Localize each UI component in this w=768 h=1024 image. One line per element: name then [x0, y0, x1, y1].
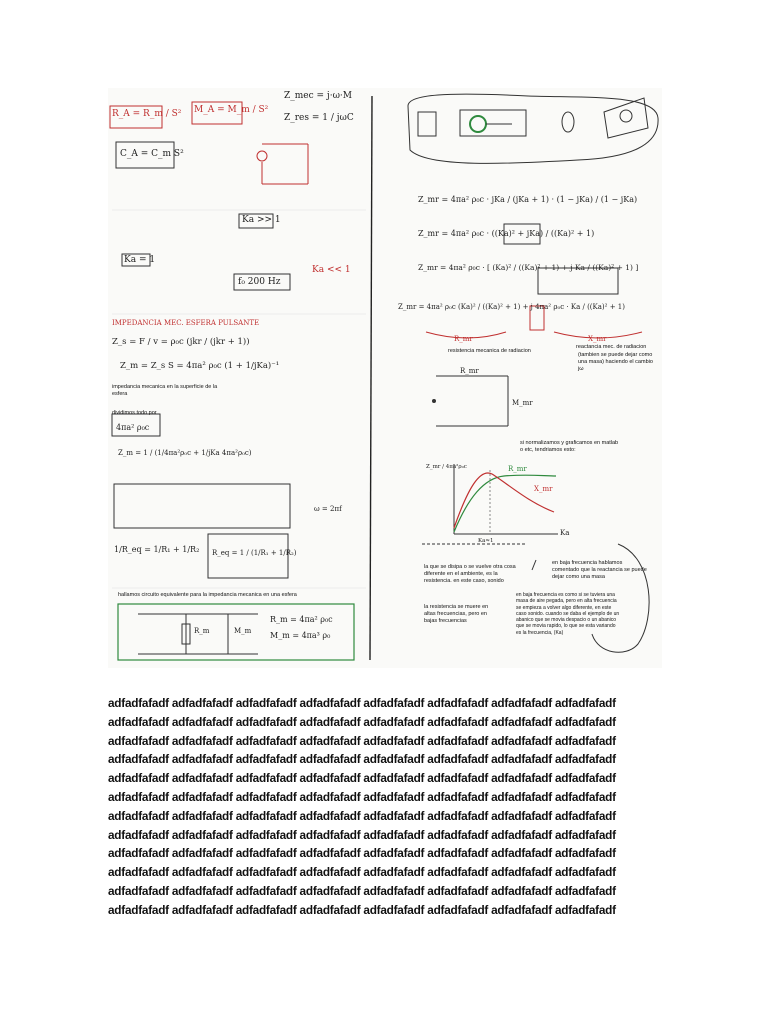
note-tambien: (tambien se puede dejar como una masa) haciendo el cambio jω	[578, 352, 653, 372]
filler-line: adfadfafadf adfadfafadf adfadfafadf adfadfafadf adfadfafadf adfadfafadf adfadfafadf adfadfafadf	[108, 883, 616, 898]
filler-line: adfadfafadf adfadfafadf adfadfafadf adfadfafadf adfadfafadf adfadfafadf adfadfafadf adfadfafadf	[108, 696, 616, 710]
note-baja-frec: en baja frecuencia hablamos comentado que la reactancia se puede dejar como una masa	[552, 560, 647, 580]
formula-rm: R_m = 4πa² ρ₀c	[270, 615, 333, 624]
formula-zm-frac: Z_m = 1 / (1/4πa²ρ₀c + 1/jKa 4πa²ρ₀c)	[118, 449, 252, 457]
circuit-label-mmr: M_mr	[512, 399, 533, 407]
formula-f0: f₀ 200 Hz	[238, 277, 281, 287]
formula-zmr-3: Z_mr = 4πa² ρ₀c · [ (Ka)² / ((Ka)² + 1) + j Ka / ((Ka)² + 1) ]	[418, 263, 639, 272]
formula-ra: R_A = R_m / S²	[112, 109, 182, 119]
filler-line: adfadfafadf adfadfafadf adfadfafadf adfadfafadf adfadfafadf adfadfafadf adfadfafadf adfadfafadf	[108, 733, 616, 748]
filler-line: adfadfafadf adfadfafadf adfadfafadf adfadfafadf adfadfafadf adfadfafadf adfadfafadf adfadfafadf	[108, 865, 616, 880]
formula-req: R_eq = 1 / (1/R₁ + 1/R₂)	[212, 549, 297, 557]
note-normalizamos: si normalizamos y graficamos en matlab o etc, tendriamos esto:	[520, 440, 619, 453]
notes-drawing	[108, 88, 662, 668]
filler-line: adfadfafadf adfadfafadf adfadfafadf adfadfafadf adfadfafadf adfadfafadf adfadfafadf adfadfafadf	[108, 714, 616, 729]
filler-line: adfadfafadf adfadfafadf adfadfafadf adfadfafadf adfadfafadf adfadfafadf adfadfafadf adfadfafadf	[108, 902, 616, 917]
graph-label-xmr: X_mr	[534, 485, 553, 493]
formula-zmr-4: Z_mr = 4πa² ρ₀c (Ka)² / ((Ka)² + 1) + j 4πa² ρ₀c · Ka / ((Ka)² + 1)	[398, 303, 625, 311]
note-impedancia: impedancia mecanica en la superficie de la esfera	[112, 384, 218, 397]
graph-label-ka1: Ka≈1	[478, 538, 494, 544]
note-la-que-se-disipa: la que se disipa o se vuelve otra cosa diferente en el ambiente, es la resistencia. en este caso, sonido	[424, 564, 516, 584]
note-res-rad: resistencia mecanica de radiacion	[448, 348, 531, 354]
section-heading: IMPEDANCIA MEC. ESFERA PULSANTE	[112, 319, 260, 327]
formula-ca: C_A = C_m S²	[120, 149, 184, 159]
filler-line: adfadfafadf adfadfafadf adfadfafadf adfadfafadf adfadfafadf adfadfafadf adfadfafadf adfadfafadf	[108, 789, 616, 804]
label-xmr: X_mr	[588, 335, 607, 343]
filler-line: adfadfafadf adfadfafadf adfadfafadf adfadfafadf adfadfafadf adfadfafadf adfadfafadf adfadfafadf	[108, 752, 616, 767]
note-hallamos: hallamos circuito equivalente para la impedancia mecanica en una esfera	[118, 592, 297, 598]
note-dividimos: dividimos todo por	[112, 410, 157, 416]
formula-mm: M_m = 4πa³ ρ₀	[270, 631, 331, 640]
formula-omega: ω = 2πf	[314, 505, 342, 513]
filler-line: adfadfafadf adfadfafadf adfadfafadf adfadfafadf adfadfafadf adfadfafadf adfadfafadf adfadfafadf	[108, 808, 616, 823]
note-react-rad: reactancia mec. de radiacion	[576, 344, 647, 350]
formula-1req: 1/R_eq = 1/R₁ + 1/R₂	[114, 545, 200, 554]
formula-ma: M_A = M_m / S²	[194, 105, 269, 115]
filler-text-block	[108, 694, 668, 920]
circuit-label-rmr: R_mr	[460, 367, 479, 375]
filler-line: adfadfafadf adfadfafadf adfadfafadf adfadfafadf adfadfafadf adfadfafadf adfadfafadf adfadfafadf	[108, 827, 616, 842]
circuit-label-mm: M_m	[234, 627, 252, 635]
circuit-label-rm: R_m	[194, 627, 210, 635]
formula-4pia2: 4πa² ρ₀c	[116, 423, 150, 432]
formula-zs: Z_s = F / v = ρ₀c (jkr / (jkr + 1))	[112, 337, 250, 347]
graph-xlabel: Ka	[560, 529, 570, 537]
note-baja-frec-2: en baja frecuencia es como si se tuviera una masa de aire pegada, pero en alta frecuencia se empieza a volver algo diferente, en este caso sonido. cuando se daba el ejemplo de un abanico que se movia despacio o un abanico que se movia rapido, lo que se esta variando es la frecuencia, (Ka)	[516, 592, 620, 636]
formula-zm: Z_m = Z_s S = 4πa² ρ₀c (1 + 1/jKa)⁻¹	[120, 361, 280, 371]
formula-zres: Z_res = 1 / jωC	[284, 113, 354, 123]
formula-ka-eq: Ka = 1	[124, 255, 156, 265]
note-resistencia-muere: la resistencia se muere en altas frecuencias, pero en bajas frecuencias	[424, 604, 489, 624]
formula-zmr-2: Z_mr = 4πa² ρ₀c · ((Ka)² + jKa) / ((Ka)² + 1)	[418, 229, 595, 238]
label-rmr: R_mr	[454, 335, 473, 343]
formula-ka-gg: Ka >> 1	[242, 215, 281, 225]
scanned-notes-image	[108, 88, 662, 668]
graph-ylabel: Z_mr / 4πa²ρ₀c	[426, 464, 467, 470]
formula-zmec: Z_mec = j·ω·M	[284, 91, 352, 101]
graph-label-rmr: R_mr	[508, 465, 527, 473]
filler-line: adfadfafadf adfadfafadf adfadfafadf adfadfafadf adfadfafadf adfadfafadf adfadfafadf adfadfafadf	[108, 846, 616, 861]
filler-line: adfadfafadf adfadfafadf adfadfafadf adfadfafadf adfadfafadf adfadfafadf adfadfafadf adfadfafadf	[108, 771, 616, 786]
formula-zmr-1: Z_mr = 4πa² ρ₀c · jKa / (jKa + 1) · (1 − jKa) / (1 − jKa)	[418, 195, 638, 204]
formula-ka-ll: Ka << 1	[312, 265, 351, 275]
